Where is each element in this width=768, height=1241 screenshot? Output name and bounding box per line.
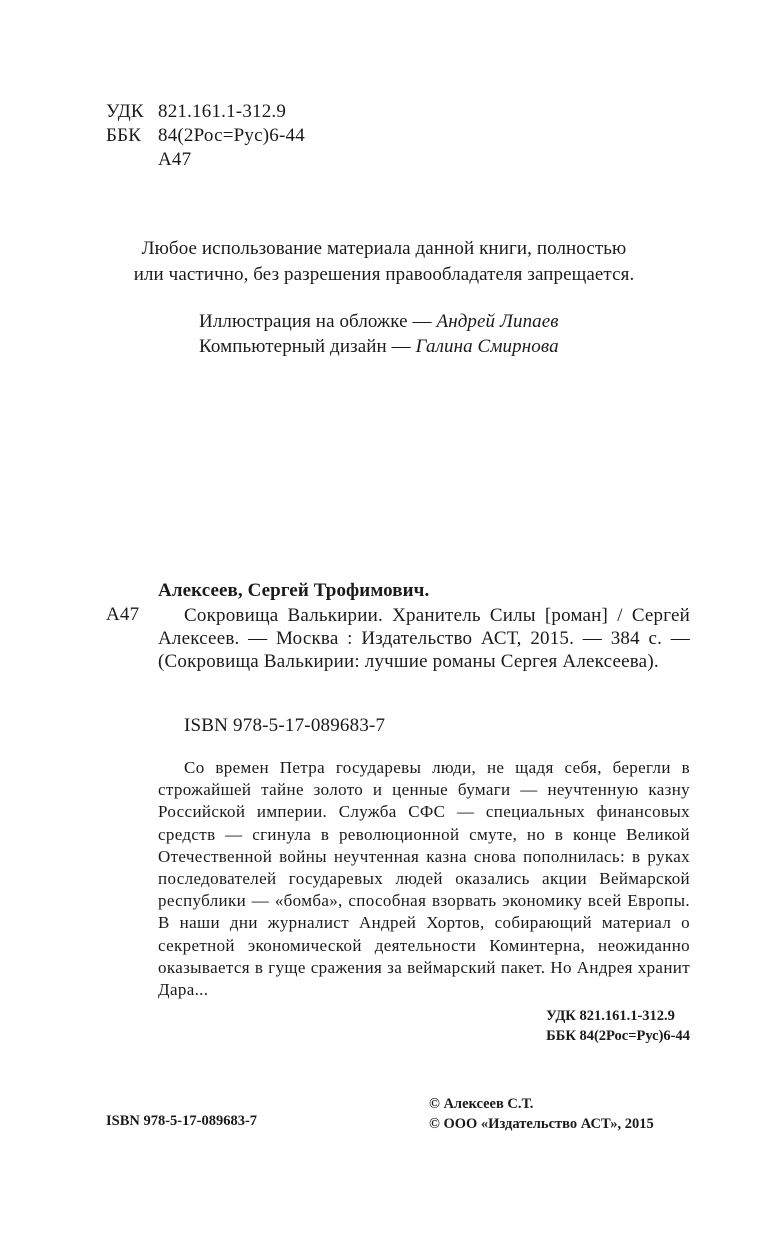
- copyright-publisher: © ООО «Издательство АСТ», 2015: [429, 1116, 654, 1132]
- footer-udk: УДК 821.161.1-312.9: [546, 1008, 675, 1024]
- bibliography-code: А47: [106, 604, 140, 625]
- design-credit: [199, 334, 559, 359]
- copyright-notice-line-1: Любое использование материала данной книги, полностью: [141, 238, 627, 259]
- footer-classification: [546, 1006, 690, 1046]
- illustration-credit-name: Андрей Липаев: [436, 311, 559, 332]
- bbk-value: 84(2Рос=Рус)6-44: [158, 125, 305, 146]
- design-credit-label: Компьютерный дизайн —: [199, 336, 416, 357]
- bbk-line: [106, 124, 305, 148]
- bibliography-author-heading: Алексеев, Сергей Трофимович.: [158, 580, 430, 601]
- illustration-credit: [199, 309, 559, 334]
- bbk-label: ББК: [106, 125, 142, 146]
- footer-isbn: ISBN 978-5-17-089683-7: [106, 1113, 258, 1129]
- udk-value: 821.161.1-312.9: [158, 101, 287, 122]
- illustration-credit-label: Иллюстрация на обложке —: [199, 311, 437, 332]
- footer-bbk: ББК 84(2Рос=Рус)6-44: [546, 1028, 690, 1044]
- udk-label: УДК: [106, 101, 144, 122]
- copyright-notice-line-2: или частично, без разрешения правообладателя запрещается.: [133, 264, 635, 285]
- copyright-author: © Алексеев С.Т.: [429, 1096, 534, 1112]
- footer-copyright: [429, 1094, 654, 1134]
- annotation-paragraph: Со времен Петра государевы люди, не щадя себя, берегли в строжайшей тайне золото и ценные бумаги — неучтенную казну Российской империи. Служба СФС — специальных финансовых средств — сгинула в революционной смуте, но в конце Великой Отечественной войны неучтенная казна снова пополнилась: в руках последователей государевых людей оказались акции Веймарской республики — «бомба», способная взорвать экономику всей Европы. В наши дни журналист Андрей Хортов, собирающий материал о секретной экономической деятельности Коминтерна, неожиданно оказывается в гуще сражения за веймарский пакет. Но Андрея хранит Дара...: [158, 758, 690, 1000]
- author-mark: А47: [158, 149, 192, 170]
- design-credit-name: Галина Смирнова: [415, 336, 559, 357]
- udk-line: [106, 100, 286, 124]
- bibliography-description: Сокровища Валькирии. Хранитель Силы [роман] / Сергей Алексеев. — Москва : Издательство АСТ, 2015. — 384 с. — (Сокровища Валькирии: лучшие романы Сергея Алексеева).: [158, 605, 690, 672]
- bibliography-isbn: ISBN 978-5-17-089683-7: [184, 715, 386, 736]
